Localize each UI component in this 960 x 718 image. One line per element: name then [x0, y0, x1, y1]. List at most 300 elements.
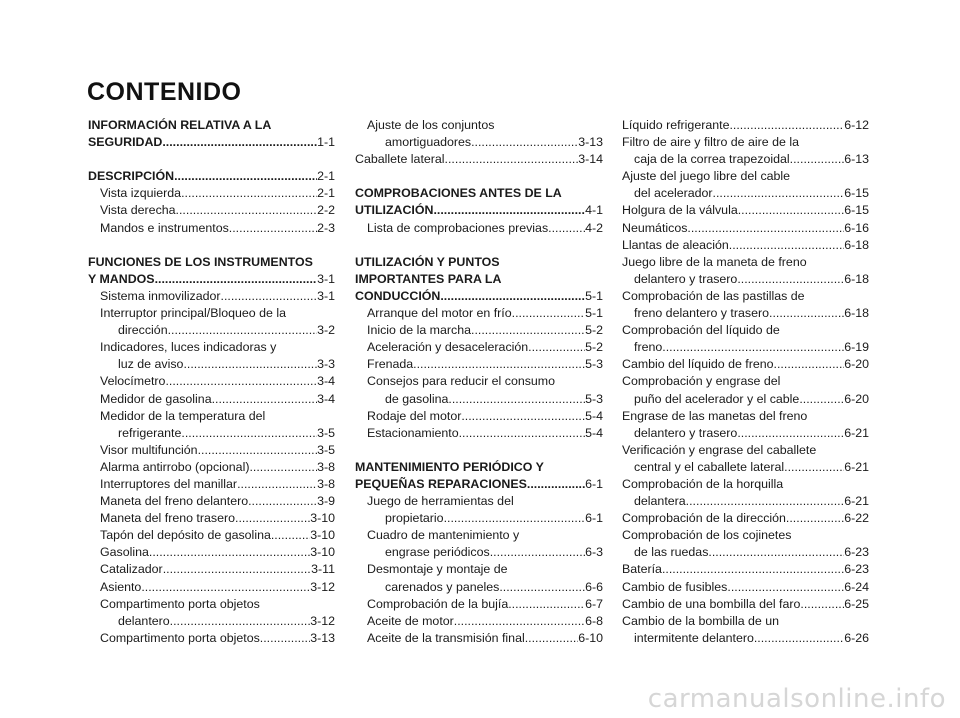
toc-page-number: 5-4: [585, 408, 603, 423]
toc-entry-title: Lista de comprobaciones previas: [367, 220, 549, 235]
toc-entry-title: Cambio de una bombilla del faro: [622, 596, 801, 611]
toc-entry-title: Compartimento porta objetos: [100, 596, 260, 611]
toc-entry-title: Maneta del freno delantero: [100, 494, 249, 509]
toc-leader-dots: [800, 596, 844, 613]
toc-entry-title: PEQUEÑAS REPARACIONES: [355, 476, 527, 491]
toc-page-number: 3-4: [317, 374, 335, 389]
toc-entry: [88, 579, 335, 596]
toc-entry: [88, 613, 335, 630]
toc-entry-title: Alarma antirrobo (opcional): [100, 459, 250, 474]
toc-entry-title: Ajuste de los conjuntos: [367, 118, 495, 132]
toc-page-number: 6-15: [844, 203, 869, 218]
toc-entry-title: intermitente delantero: [634, 630, 754, 645]
toc-entry-title: Cambio de fusibles: [622, 579, 728, 594]
toc-entry-title: delantero: [118, 613, 170, 628]
toc-leader-dots: [525, 630, 578, 647]
toc-entry-title: Juego libre de la maneta de freno: [622, 254, 807, 269]
toc-entry-title: COMPROBACIONES ANTES DE LA: [355, 186, 562, 201]
toc-page-number: 3-9: [317, 494, 335, 509]
toc-entry-title: de gasolina: [385, 391, 449, 406]
toc-leader-dots: [170, 613, 311, 630]
toc-entry-title: DESCRIPCIÓN: [88, 169, 175, 184]
toc-leader-dots: [235, 510, 310, 527]
toc-entry: [622, 356, 869, 373]
toc-page-number: 3-4: [317, 391, 335, 406]
toc-leader-dots: [198, 442, 318, 459]
toc-entry-title: luz de aviso: [118, 357, 184, 372]
toc-entry: [88, 459, 335, 476]
toc-page-number: 6-23: [844, 545, 869, 560]
toc-page-number: 6-18: [844, 306, 869, 321]
toc-page-number: 6-10: [578, 630, 603, 645]
toc-leader-dots: [528, 339, 585, 356]
toc-entry-title: MANTENIMIENTO PERIÓDICO Y: [355, 459, 544, 474]
toc-leader-dots: [729, 117, 844, 134]
toc-entry: [622, 134, 869, 151]
toc-entry-title: Cambio de la bombilla de un: [622, 613, 780, 628]
toc-entry-title: Sistema inmovilizador: [100, 288, 221, 303]
toc-leader-dots: [181, 185, 317, 202]
toc-entry-title: Frenada: [367, 357, 414, 372]
toc-entry-title: carenados y paneles: [385, 579, 500, 594]
toc-entry-title: Catalizador: [100, 562, 163, 577]
toc-page-number: 6-16: [844, 220, 869, 235]
toc-leader-dots: [248, 493, 317, 510]
toc-spacer: [355, 442, 603, 459]
toc-page-number: 3-12: [310, 579, 335, 594]
toc-entry: [622, 168, 869, 185]
toc-page-number: 2-1: [317, 186, 335, 201]
toc-page-number: 6-20: [844, 357, 869, 372]
toc-page-number: 3-13: [578, 135, 603, 150]
toc-entry: [622, 408, 869, 425]
toc-column-3: [622, 117, 869, 647]
toc-leader-dots: [738, 202, 844, 219]
toc-entry: [88, 339, 335, 356]
toc-section-heading: [355, 288, 603, 305]
toc-entry-title: puño del acelerador y el cable: [634, 391, 800, 406]
toc-entry-title: freno delantero y trasero: [634, 306, 769, 321]
toc-leader-dots: [708, 544, 844, 561]
toc-entry: [355, 425, 603, 442]
toc-entry: [355, 579, 603, 596]
toc-page-number: 3-3: [317, 357, 335, 372]
toc-entry: [355, 305, 603, 322]
toc-leader-dots: [176, 202, 318, 219]
toc-entry: [622, 151, 869, 168]
toc-leader-dots: [229, 220, 317, 237]
toc-entry: [355, 356, 603, 373]
toc-leader-dots: [548, 220, 585, 237]
toc-entry-title: Visor multifunción: [100, 442, 198, 457]
toc-entry-title: UTILIZACIÓN Y PUNTOS: [355, 254, 500, 269]
toc-entry-title: Verificación y engrase del caballete: [622, 442, 817, 457]
toc-page-number: 5-2: [585, 323, 603, 338]
toc-page-number: 1-1: [317, 135, 335, 150]
toc-entry-title: dirección: [118, 323, 168, 338]
toc-page-number: 3-1: [317, 288, 335, 303]
toc-entry: [622, 630, 869, 647]
toc-leader-dots: [786, 510, 844, 527]
toc-entry-title: Medidor de gasolina: [100, 391, 212, 406]
toc-leader-dots: [165, 373, 317, 390]
toc-entry-title: Compartimento porta objetos: [100, 630, 260, 645]
toc-leader-dots: [662, 339, 844, 356]
toc-leader-dots: [471, 134, 578, 151]
toc-entry-title: Mandos e instrumentos: [100, 220, 229, 235]
toc-leader-dots: [737, 425, 844, 442]
toc-leader-dots: [754, 630, 844, 647]
toc-entry: [88, 425, 335, 442]
toc-page-number: 5-4: [585, 425, 603, 440]
toc-section-heading: [355, 476, 603, 493]
toc-page-number: 6-3: [585, 545, 603, 560]
toc-section-heading: [88, 134, 335, 151]
toc-page-number: 3-11: [311, 562, 335, 577]
toc-page-number: 3-8: [317, 476, 335, 491]
toc-entry: [355, 117, 603, 134]
toc-leader-dots: [490, 544, 585, 561]
toc-leader-dots: [249, 459, 317, 476]
toc-entry-title: caja de la correa trapezoidal: [634, 152, 790, 167]
toc-entry: [622, 561, 869, 578]
toc-page-number: 3-10: [310, 528, 335, 543]
toc-entry: [622, 339, 869, 356]
toc-entry: [355, 322, 603, 339]
toc-entry-title: Holgura de la válvula: [622, 203, 738, 218]
toc-section-heading: [355, 459, 603, 476]
toc-leader-dots: [499, 579, 585, 596]
toc-entry-title: freno: [634, 340, 663, 355]
toc-entry-title: Neumáticos: [622, 220, 688, 235]
toc-page-number: 5-2: [585, 340, 603, 355]
toc-leader-dots: [454, 613, 585, 630]
toc-page-number: 6-21: [844, 494, 869, 509]
toc-entry: [355, 544, 603, 561]
toc-column-1: [88, 117, 335, 647]
toc-entry: [88, 356, 335, 373]
toc-entry: [88, 442, 335, 459]
toc-page-number: 6-13: [844, 152, 869, 167]
toc-page-number: 6-8: [585, 613, 603, 628]
toc-page-number: 4-1: [585, 203, 603, 218]
toc-leader-dots: [471, 322, 585, 339]
toc-entry: [622, 237, 869, 254]
toc-page-number: 6-20: [844, 391, 869, 406]
toc-leader-dots: [774, 356, 845, 373]
toc-entry-title: central y el caballete lateral: [634, 459, 785, 474]
toc-entry: [622, 510, 869, 527]
toc-leader-dots: [769, 305, 844, 322]
toc-leader-dots: [662, 561, 844, 578]
toc-entry: [622, 425, 869, 442]
toc-spacer: [88, 151, 335, 168]
toc-section-heading: [355, 185, 603, 202]
toc-entry: [622, 373, 869, 390]
toc-entry-title: Inicio de la marcha: [367, 323, 471, 338]
toc-entry: [622, 579, 869, 596]
toc-entry-title: Interruptor principal/Bloqueo de la: [100, 306, 286, 321]
toc-entry-title: Cambio del líquido de freno: [622, 357, 774, 372]
toc-entry: [88, 391, 335, 408]
toc-page-number: 6-26: [844, 630, 869, 645]
toc-entry: [88, 202, 335, 219]
toc-leader-dots: [163, 561, 311, 578]
toc-entry-title: Aceite de motor: [367, 613, 454, 628]
toc-entry-title: amortiguadores: [385, 135, 472, 150]
toc-entry: [88, 408, 335, 425]
toc-entry-title: Ajuste del juego libre del cable: [622, 169, 791, 184]
toc-entry: [88, 630, 335, 647]
toc-entry: [88, 596, 335, 613]
toc-page-number: 6-22: [844, 511, 869, 526]
toc-page-number: 3-8: [317, 459, 335, 474]
toc-entry-title: delantera: [634, 494, 686, 509]
toc-entry-title: Filtro de aire y filtro de aire de la: [622, 135, 799, 150]
toc-page-number: 6-15: [844, 186, 869, 201]
toc-page-number: 5-1: [585, 288, 603, 303]
toc-leader-dots: [149, 544, 310, 561]
toc-column-2: [355, 117, 603, 647]
toc-page-number: 4-2: [585, 220, 603, 235]
toc-page-number: 3-10: [310, 511, 335, 526]
toc-entry-title: Comprobación del líquido de: [622, 323, 780, 338]
toc-page-number: 6-12: [844, 118, 869, 132]
toc-entry-title: Líquido refrigerante: [622, 118, 730, 132]
toc-entry: [355, 408, 603, 425]
toc-entry: [622, 271, 869, 288]
toc-entry-title: Y MANDOS: [88, 271, 155, 286]
toc-page-number: 3-12: [310, 613, 335, 628]
toc-entry: [88, 305, 335, 322]
toc-entry-title: SEGURIDAD: [88, 135, 163, 150]
toc-entry-title: Estacionamiento: [367, 425, 459, 440]
toc-leader-dots: [413, 356, 585, 373]
toc-section-heading: [88, 271, 335, 288]
toc-entry: [355, 561, 603, 578]
toc-leader-dots: [687, 220, 844, 237]
toc-entry-title: Medidor de la temperatura del: [100, 408, 266, 423]
toc-page-number: 6-1: [585, 476, 603, 491]
toc-leader-dots: [790, 151, 845, 168]
toc-leader-dots: [221, 288, 318, 305]
toc-entry: [622, 288, 869, 305]
toc-leader-dots: [686, 493, 845, 510]
toc-entry-title: Vista izquierda: [100, 186, 182, 201]
toc-entry: [355, 527, 603, 544]
toc-entry: [622, 459, 869, 476]
toc-leader-dots: [799, 391, 844, 408]
toc-entry: [355, 339, 603, 356]
toc-entry-title: Comprobación de la dirección: [622, 511, 786, 526]
toc-entry-title: Gasolina: [100, 545, 149, 560]
toc-entry-title: Velocímetro: [100, 374, 166, 389]
toc-entry-title: delantero y trasero: [634, 271, 738, 286]
toc-entry-title: Cuadro de mantenimiento y: [367, 528, 520, 543]
toc-entry: [355, 493, 603, 510]
toc-page-number: 3-5: [317, 425, 335, 440]
toc-entry-title: Consejos para reducir el consumo: [367, 374, 556, 389]
toc-page-number: 3-14: [578, 152, 603, 167]
toc-page-number: 6-24: [844, 579, 869, 594]
toc-entry-title: engrase periódicos: [385, 545, 490, 560]
toc-entry-title: Indicadores, luces indicadoras y: [100, 340, 277, 355]
watermark: carmanualsonline.info: [647, 684, 946, 714]
toc-section-heading: [355, 254, 603, 271]
toc-page-number: 6-18: [844, 237, 869, 252]
toc-entry: [88, 561, 335, 578]
toc-page-number: 6-21: [844, 459, 869, 474]
toc-entry: [355, 613, 603, 630]
toc-leader-dots: [527, 476, 585, 493]
toc-leader-dots: [729, 237, 844, 254]
toc-entry-title: Asiento: [100, 579, 142, 594]
toc-entry-title: del acelerador: [634, 186, 713, 201]
toc-page-number: 5-3: [585, 357, 603, 372]
toc-entry: [88, 288, 335, 305]
toc-entry: [622, 442, 869, 459]
toc-entry: [88, 510, 335, 527]
toc-leader-dots: [444, 510, 586, 527]
toc-entry-title: INFORMACIÓN RELATIVA A LA: [88, 118, 272, 132]
toc-entry: [622, 544, 869, 561]
toc-leader-dots: [155, 271, 318, 288]
toc-entry-title: propietario: [385, 511, 444, 526]
toc-entry-title: delantero y trasero: [634, 425, 738, 440]
toc-page-number: 6-6: [585, 579, 603, 594]
toc-entry-title: Aceite de la transmisión final: [367, 630, 525, 645]
toc-page-number: 3-1: [317, 271, 335, 286]
toc-entry-title: Interruptores del manillar: [100, 476, 238, 491]
toc-page-number: 5-3: [585, 391, 603, 406]
toc-entry: [88, 373, 335, 390]
toc-page-number: 6-1: [585, 511, 603, 526]
toc-page-number: 6-19: [844, 340, 869, 355]
toc-entry: [622, 596, 869, 613]
toc-entry-title: Vista derecha: [100, 203, 176, 218]
toc-entry-title: Tapón del depósito de gasolina: [100, 528, 271, 543]
toc-entry-title: Batería: [622, 562, 662, 577]
toc-spacer: [88, 237, 335, 254]
toc-entry-title: Comprobación de la bujía: [367, 596, 509, 611]
toc-leader-dots: [459, 425, 585, 442]
toc-entry: [88, 185, 335, 202]
toc-leader-dots: [512, 305, 585, 322]
toc-entry-title: Comprobación de las pastillas de: [622, 288, 805, 303]
toc-page-number: 3-5: [317, 442, 335, 457]
toc-leader-dots: [440, 288, 585, 305]
toc-entry-title: Aceleración y desaceleración: [367, 340, 529, 355]
toc-entry-title: Comprobación de la horquilla: [622, 476, 784, 491]
toc-entry: [622, 391, 869, 408]
toc-spacer: [355, 237, 603, 254]
toc-entry: [355, 510, 603, 527]
toc-section-heading: [88, 254, 335, 271]
toc-leader-dots: [448, 391, 585, 408]
toc-entry: [355, 151, 603, 168]
toc-leader-dots: [168, 322, 317, 339]
toc-page-number: 6-18: [844, 271, 869, 286]
toc-entry-title: Comprobación de los cojinetes: [622, 528, 792, 543]
toc-entry: [88, 476, 335, 493]
toc-spacer: [355, 168, 603, 185]
toc-page-number: 5-1: [585, 306, 603, 321]
page-title: CONTENIDO: [87, 78, 242, 106]
toc-leader-dots: [183, 356, 317, 373]
toc-entry: [355, 134, 603, 151]
toc-leader-dots: [461, 408, 585, 425]
toc-entry: [355, 391, 603, 408]
toc-leader-dots: [713, 185, 845, 202]
toc-leader-dots: [433, 202, 585, 219]
toc-leader-dots: [508, 596, 585, 613]
toc-entry-title: CONDUCCIÓN: [355, 288, 441, 303]
toc-entry-title: IMPORTANTES PARA LA: [355, 271, 502, 286]
toc-page-number: 6-25: [844, 596, 869, 611]
toc-entry: [355, 220, 603, 237]
toc-leader-dots: [141, 579, 310, 596]
toc-entry: [622, 117, 869, 134]
toc-entry: [622, 493, 869, 510]
toc-entry-title: Desmontaje y montaje de: [367, 562, 508, 577]
toc-entry-title: refrigerante: [118, 425, 182, 440]
toc-page-number: 6-7: [585, 596, 603, 611]
toc-entry-title: Rodaje del motor: [367, 408, 462, 423]
toc-leader-dots: [174, 168, 317, 185]
toc-entry: [622, 202, 869, 219]
toc-entry: [88, 220, 335, 237]
toc-entry-title: Llantas de aleación: [622, 237, 729, 252]
toc-leader-dots: [212, 391, 317, 408]
toc-entry: [622, 220, 869, 237]
toc-entry-title: FUNCIONES DE LOS INSTRUMENTOS: [88, 254, 313, 269]
toc-page-number: 3-13: [310, 630, 335, 645]
toc-leader-dots: [784, 459, 844, 476]
toc-section-heading: [88, 168, 335, 185]
toc-entry-title: de las ruedas: [634, 545, 709, 560]
toc-page-number: 6-21: [844, 425, 869, 440]
toc-entry-title: Comprobación y engrase del: [622, 374, 781, 389]
toc-leader-dots: [727, 579, 844, 596]
toc-entry-title: Engrase de las manetas del freno: [622, 408, 808, 423]
toc-page-number: 2-2: [317, 203, 335, 218]
toc-entry-title: Caballete lateral: [355, 152, 445, 167]
toc-leader-dots: [445, 151, 579, 168]
toc-entry: [355, 630, 603, 647]
toc-entry: [622, 254, 869, 271]
toc-entry-title: Juego de herramientas del: [367, 494, 514, 509]
toc-entry: [355, 373, 603, 390]
toc-entry: [355, 596, 603, 613]
toc-entry: [88, 544, 335, 561]
toc-leader-dots: [162, 134, 317, 151]
toc-section-heading: [355, 271, 603, 288]
toc-leader-dots: [237, 476, 317, 493]
toc-entry: [622, 527, 869, 544]
toc-leader-dots: [260, 630, 310, 647]
toc-leader-dots: [271, 527, 310, 544]
toc-section-heading: [88, 117, 335, 134]
toc-entry: [622, 322, 869, 339]
toc-entry: [622, 185, 869, 202]
toc-entry: [88, 493, 335, 510]
toc-page-number: 2-1: [317, 169, 335, 184]
toc-entry: [622, 613, 869, 630]
toc-page-number: 3-2: [317, 323, 335, 338]
toc-entry: [622, 476, 869, 493]
toc-section-heading: [355, 202, 603, 219]
toc-page-number: 3-10: [310, 545, 335, 560]
